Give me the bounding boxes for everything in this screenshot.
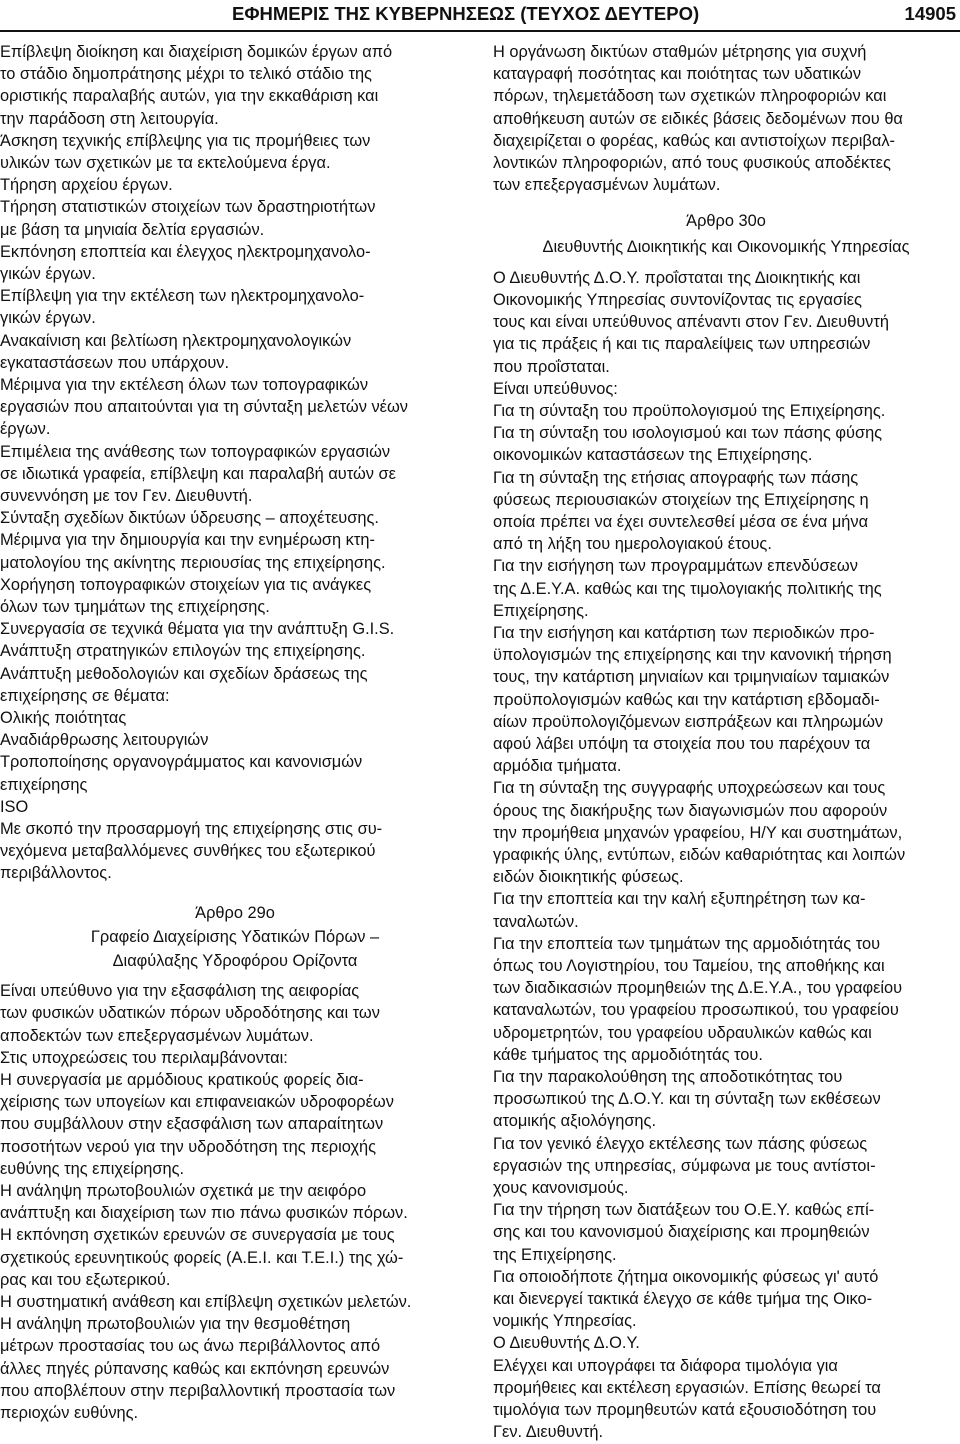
text-line: γικών έργων. [0,309,96,328]
text-line: ευθύνης της επιχείρησης. [0,1159,185,1178]
text-line: της Επιχείρησης. [493,1245,617,1264]
text-line: καταναλωτών, του γραφείου προσωπικού, του γραφείου [493,1001,899,1020]
text-line: ταναλωτών. [493,912,579,931]
text-line: καταγραφή ποσότητας και ποιότητας των υδατικών [493,65,862,84]
text-line: Ανάπτυξη μεθοδολογιών και σχεδίων δράσεως της [0,664,368,683]
text-line: ανάπτυξη και διαχείριση των πιο πάνω φυσικών πόρων. [0,1204,408,1223]
article-heading: Άρθρο 30ο [686,212,766,231]
text-line: Μέριμνα για την εκτέλεση όλων των τοπογραφικών [0,376,369,394]
text-line: με βάση τα μηνιαία δελτία εργασιών. [0,220,265,239]
text-line: Για τον γενικό έλεγχο εκτέλεσης των πάσης φύσεως [493,1134,868,1153]
text-line: επιχείρησης [0,775,88,794]
text-line: Μέριμνα για την δημιουργία και την ενημέρωση κτη- [0,531,375,550]
text-line: των επεξεργασμένων λυμάτων. [493,176,721,195]
text-line: ποσοτήτων νερού για την υδροδότηση της περιοχής [0,1137,377,1156]
text-line: Ο Διευθυντής Δ.Ο.Υ. [493,1334,640,1353]
text-line: κάθε τμήματος της αρμοδιότητάς του. [493,1045,763,1064]
text-line: άλλες πηγές ρύπανσης καθώς και εκπόνηση ερευνών [0,1359,390,1378]
text-line: ρας και του εξωτερικού. [0,1270,171,1289]
text-line: γικών έργων. [0,265,96,283]
text-line: αποδεκτών των επεξεργασμένων λυμάτων. [0,1026,314,1045]
text-line: ϋπολογισμών της επιχείρησης και την κανονική τήρηση [493,646,892,665]
text-line: την παράδοση στη λειτουργία. [0,109,219,128]
text-line: αίων προϋπολογιζόμενων εισπράξεων και πληρωμών [493,712,884,731]
text-line: έργων. [0,420,51,439]
text-line: Για τη σύνταξη του ισολογισμού και των πάσης φύσης [493,424,883,443]
text-line: όπως του Λογιστηρίου, του Ταμείου, της αποθήκης και [493,957,885,975]
text-line: ματολογίου της ακίνητης περιουσίας της επιχείρησης. [0,553,386,572]
text-line: όρους της διακήρυξης των διαγωνισμών που αφορούν [493,801,888,820]
text-line: Η συστηματική ανάθεση και επίβλεψη σχετικών μελετών. [0,1293,412,1311]
text-line: Στις υποχρεώσεις του περιλαμβάνονται: [0,1048,288,1067]
text-line: οριστικής παραλαβής αυτών, για την εκκαθάριση και [0,87,379,106]
text-line: εγκαταστάσεων που υπάρχουν. [0,353,230,372]
text-line: που προΐσταται. [493,357,610,376]
text-line: επιχείρησης σε θέματα: [0,686,170,705]
text-line: τιμολόγια των προμηθευτών κατά εξουσιοδότηση του [493,1401,877,1419]
text-line: το στάδιο δημοπράτησης μέχρι το τελικό στάδιο της [0,65,372,84]
text-line: Για τη σύνταξη του προϋπολογισμού της Επιχείρησης. [493,402,886,420]
text-line: Οικονομικής Υπηρεσίας συντονίζοντας τις εργασίες [493,291,862,309]
text-line: φύσεως περιουσιακών στοιχείων της Επιχείρησης η [493,490,869,509]
text-line: σης και του κανονισμού διαχείρισης και προμηθειών [493,1223,870,1242]
text-line: χείρισης των υπογείων και επιφανειακών υδροφορέων [0,1093,394,1112]
text-line: Είναι υπεύθυνος: [493,379,618,398]
text-line: διαχειρίζεται ο φορέας, καθώς και αντιστοίχων περιβαλ- [493,131,895,150]
text-line: συνεννόηση με τον Γεν. Διευθυντή. [0,487,253,505]
text-line: Συνεργασία σε τεχνικά θέματα για την ανάπτυξη G.I.S. [0,620,395,639]
page-number: 14905 [904,3,956,24]
text-line: μέτρων προστασίας του ως άνω περιβάλλοντος από [0,1337,381,1356]
text-line: περιβάλλοντος. [0,864,112,883]
text-line: της Δ.Ε.Υ.Α. καθώς και της τιμολογιακής πολιτικής της [493,579,882,598]
text-line: Τήρηση αρχείου έργων. [0,176,173,195]
text-line: Με σκοπό την προσαρμογή της επιχείρησης στις συ- [0,820,383,838]
text-line: Χορήγηση τοπογραφικών στοιχείων για τις ανάγκες [0,575,372,594]
text-line: πόρων, τηλεμετάδοση των σχετικών πληροφοριών και [493,87,887,106]
text-line: Τροποποίησης οργανογράμματος και κανονισμών [0,753,363,772]
text-line: προϋπολογισμών καθώς και την κατάρτιση εβδομαδι- [493,690,880,709]
text-line: που συμβάλλουν στην εξασφάλιση των απαραίτητων [0,1115,384,1134]
text-line: υδρομετρητών, του γραφείου υδραυλικών καθώς και [493,1023,872,1042]
text-line: Εκπόνηση εποπτεία και έλεγχος ηλεκτρομηχανολο- [0,242,371,261]
text-line: Η οργάνωση δικτύων σταθμών μέτρησης για συχνή [493,43,867,61]
text-line: Για τη σύνταξη της ετήσιας απογραφής των πάσης [493,468,859,487]
text-line: προμήθειες και εκτέλεση εργασιών. Επίσης θεωρεί τα [493,1378,881,1397]
text-line: ειδών διοικητικής φύσεως. [493,868,684,887]
text-line: τους και είναι υπεύθυνος απέναντι στον Γεν. Διευθυντή [493,313,889,332]
text-line: από τη λήξη του ημερολογιακού έτους. [493,535,772,554]
text-line: Για την εισήγηση και κατάρτιση των περιοδικών προ- [493,624,875,642]
page-header [0,0,960,32]
text-line: γραφικής ύλης, εντύπων, ειδών καθαριότητας και λοιπών [493,846,906,864]
text-line: ISO [0,797,29,816]
text-line: Ανακαίνιση και βελτίωση ηλεκτρομηχανολογικών [0,331,352,350]
text-line: προσωπικού της Δ.Ο.Υ. και τη σύνταξη των εκθέσεων [493,1090,881,1109]
text-line: των διαδικασιών προμηθειών της Δ.Ε.Υ.Α., του γραφείου [493,979,903,998]
text-line: οικονομικών καταστάσεων της Επιχείρησης. [493,446,813,465]
text-line: Η εκπόνηση σχετικών ερευνών σε συνεργασία με τους [0,1226,395,1245]
text-line: Επιμέλεια της ανάθεσης των τοπογραφικών εργασιών [0,442,391,461]
text-line: χους κανονισμούς. [493,1179,629,1197]
text-line: Αναδιάρθρωσης λειτουργιών [0,731,209,750]
text-line: Για την παρακολούθηση της αποδοτικότητας του [493,1068,843,1086]
text-line: Για την τήρηση των διατάξεων του Ο.Ε.Υ. καθώς επί- [493,1201,875,1220]
text-line: Γεν. Διευθυντή. [493,1423,604,1442]
text-line: υλικών των σχετικών με τα εκτελούμενα έργα. [0,154,331,172]
text-line: Για τη σύνταξη της συγγραφής υποχρεώσεων και τους [493,779,886,798]
text-line: σχετικούς ερευνητικούς φορείς (Α.Ε.Ι. και Τ.Ε.Ι.) της χώ- [0,1248,404,1267]
text-line: Είναι υπεύθυνο για την εξασφάλιση της αειφορίας [0,982,360,1001]
text-line: όλων των τμημάτων της επιχείρησης. [0,598,270,616]
text-line: που αποβλέπουν στην περιβαλλοντική προστασία των [0,1381,396,1400]
text-line: Για οποιοδήποτε ζήτημα οικονομικής φύσεως γι' αυτό [493,1267,879,1286]
text-line: Επίβλεψη για την εκτέλεση των ηλεκτρομηχανολο- [0,287,365,306]
article-subtitle: Γραφείο Διαχείρισης Υδατικών Πόρων – [90,927,380,946]
text-line: εργασιών που απαιτούνται για τη σύνταξη μελετών νέων [0,398,408,417]
text-line: Άσκηση τεχνικής επίβλεψης για τις προμήθειες των [0,131,371,150]
text-line: αρμόδια τμήματα. [493,757,622,776]
text-line: οποία πρέπει να έχει συντελεσθεί μέσα σε ένα μήνα [493,513,869,531]
text-line: των φυσικών υδατικών πόρων υδροδότησης και των [0,1004,380,1023]
text-line: Σύνταξη σχεδίων δικτύων ύδρευσης – αποχέτευσης. [0,509,379,528]
text-line: Για την εποπτεία των τμημάτων της αρμοδιότητάς του [493,934,881,953]
article-heading: Άρθρο 29ο [195,903,275,922]
text-line: Τήρηση στατιστικών στοιχείων των δραστηριοτήτων [0,198,376,217]
text-line: νεχόμενα μεταβαλλόμενες συνθήκες του εξωτερικού [0,842,376,861]
text-line: Για την εποπτεία και την καλή εξυπηρέτηση των κα- [493,890,866,909]
text-line: για τις πράξεις ή και τις παραλείψεις των υπηρεσιών [493,335,871,354]
text-line: Η συνεργασία με αρμόδιους κρατικούς φορείς δια- [0,1071,364,1089]
text-line: περιοχών ευθύνης. [0,1404,139,1422]
article-subtitle: Διαφύλαξης Υδροφόρου Ορίζοντα [112,952,358,970]
text-line: και διενεργεί τακτικά έλεγχο σε κάθε τμήμα της Οικο- [493,1290,873,1308]
text-line: Η ανάληψη πρωτοβουλιών σχετικά με την αειφόρο [0,1182,367,1200]
text-line: Ελέγχει και υπογράφει τα διάφορα τιμολόγια για [493,1356,838,1375]
text-line: αφού λάβει υπόψη τα στοιχεία που του παρέχουν τα [493,735,871,753]
text-line: τους, την κατάρτιση μηνιαίων και τριμηνιαίων ταμιακών [493,668,890,687]
text-line: λοντικών πληροφοριών, από τους φυσικούς αποδέκτες [493,154,891,172]
gazette-title: ΕΦΗΜΕΡΙΣ ΤΗΣ ΚΥΒΕΡΝΗΣΕΩΣ (ΤΕΥΧΟΣ ΔΕΥΤΕΡΟ) [232,3,700,24]
text-line: Ο Διευθυντής Δ.Ο.Υ. προΐσταται της Διοικητικής και [493,268,861,287]
text-line: ατομικής αξιολόγησης. [493,1112,657,1131]
text-line: νομικής Υπηρεσίας. [493,1312,637,1331]
text-line: Επίβλεψη διοίκηση και διαχείριση δομικών έργων από [0,43,393,61]
text-line: Επιχείρησης. [493,601,589,620]
text-line: Ανάπτυξη στρατηγικών επιλογών της επιχείρησης. [0,642,366,661]
text-line: Ολικής ποιότητας [0,709,127,727]
header-rule [0,30,960,32]
text-line: σε ιδιωτικά γραφεία, επίβλεψη και παραλαβή αυτών σε [0,464,396,483]
text-line: εργασιών της υπηρεσίας, σύμφωνα με τους αντίστοι- [493,1156,876,1175]
text-line: αποθήκευση αυτών σε ειδικές βάσεις δεδομένων που θα [493,109,903,128]
text-line: Η ανάληψη πρωτοβουλιών για την θεσμοθέτηση [0,1315,351,1334]
text-line: την προμήθεια μηχανών γραφείου, Η/Υ και συστημάτων, [493,823,903,842]
text-line: Για την εισήγηση των προγραμμάτων επενδύσεων [493,557,858,576]
article-subtitle: Διευθυντής Διοικητικής και Οικονομικής Υπηρεσίας [542,237,910,256]
